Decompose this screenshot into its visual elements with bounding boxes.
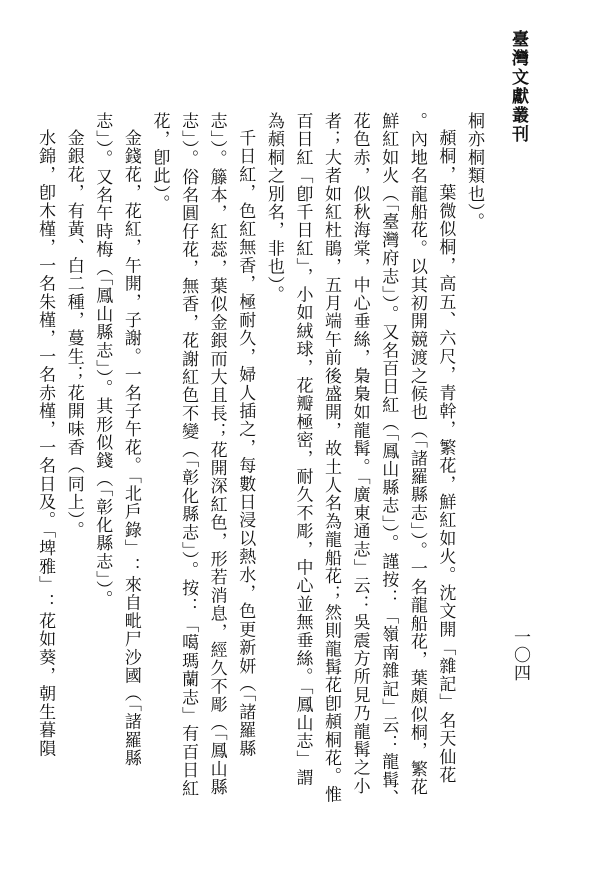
text-column: 為頳桐之別名，非也）。 [263,112,284,304]
text-column: 金銀花，有黃、白二種，蔓生；花開味香（同上）。 [63,129,84,540]
text-column: 花色赤，似秋海棠，中心垂絲，梟梟如龍髯。「廣東通志」云：吳震方所見乃龍髯之小 [349,112,370,796]
page-number: 一〇四 [510,628,530,682]
text-column: 千日紅，色紅無香，極耐久，婦人插之，每數日浸以熱水，色更新妍（「諸羅縣 [235,129,256,758]
text-column: 花，卽此）。 [149,112,170,213]
text-column: 者；大者如紅杜鵑，五月端午前後盛開，故土人名為龍船花；然則龍髯花卽頳桐花。惟 [321,112,342,804]
body-text [31,112,489,852]
text-column: 百日紅「卽千日紅」，小如絨球，花瓣極密，耐久不彫，中心並無垂絲。「鳳山志」謂 [292,112,313,787]
text-column: 志」）。俗名圓仔花，無香，花謝紅色不變（「彰化縣志」）。按：「噶瑪蘭志」有百日紅 [178,112,199,798]
text-column: 志」）。又名午時梅（「鳳山縣志」）。其形似錢（「彰化縣志」）。 [92,112,113,609]
text-column: 頳桐，葉微似桐，高五、六尺，青幹，繁花，鮮紅如火。沈文開「雜記」名天仙花 [435,129,456,785]
running-header-title: 臺灣文獻叢刊 [508,30,528,144]
text-column: 水錦，卽木槿，一名朱槿，一名赤槿，一名日及。「埤雅」：花如葵，朝生暮隕 [35,129,56,758]
text-column: 志」）。籐本，紅蕊，葉似金銀而大且長；花開深紅色，形若消息，經久不彫（「鳳山縣 [206,112,227,797]
text-column: 。內地名龍船花。以其初開競渡之候也（「諸羅縣志」）。一名龍船花，葉頗似桐，繁花 [406,112,427,797]
text-column: 鮮紅如火（「臺灣府志」）。又名百日紅（「鳳山縣志」）。謹按：「嶺南雜記」云：龍髯、 [378,112,399,808]
text-column: 金錢花，花紅，午開，子謝。一名子午花。「北戶錄」：來自毗尸沙國（「諸羅縣 [120,129,141,768]
text-column: 桐亦桐類也）。 [464,112,484,231]
